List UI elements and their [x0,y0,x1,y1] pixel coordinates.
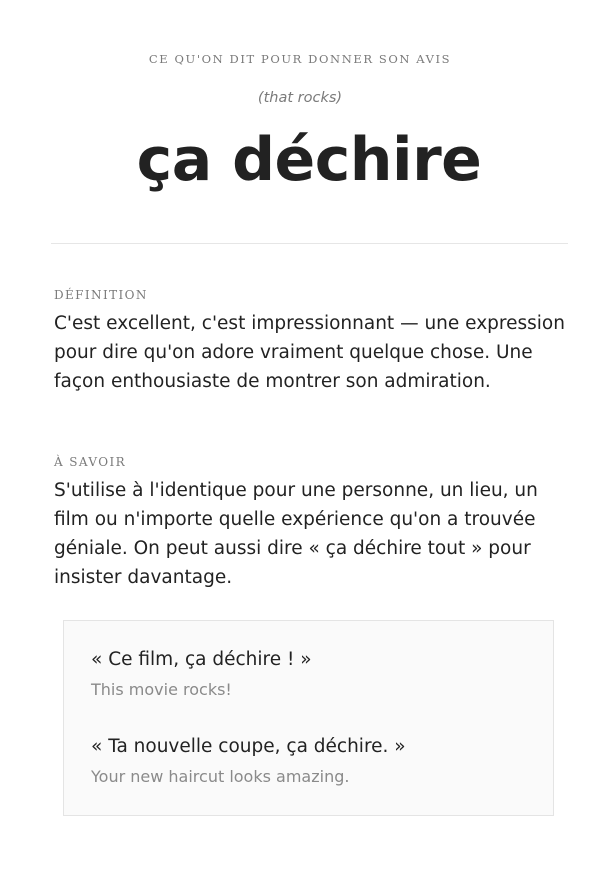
category-kicker: CE QU'ON DIT POUR DONNER SON AVIS [148,52,452,66]
example-french: « Ta nouvelle coupe, ça déchire. » [91,736,406,757]
definition-label: DÉFINITION [54,288,148,302]
translation: (that rocks) [257,90,343,106]
examples-box [63,620,554,816]
example-french: « Ce film, ça déchire ! » [91,649,312,670]
example-english: This movie rocks! [91,680,232,699]
headword: ça déchire [136,125,482,195]
note-label: À SAVOIR [54,455,127,469]
definition-text: C'est excellent, c'est impressionnant — une expression pour dire qu'on adore vraiment quelque chose. Une façon enthousiaste de montrer son admiration. [54,313,565,392]
example-english: Your new haircut looks amazing. [91,767,350,786]
note-text: S'utilise à l'identique pour une personne, un lieu, un film ou n'importe quelle expérience qu'on a trouvée géniale. On peut aussi dire « ça déchire tout » pour insister davantage. [54,480,538,588]
divider [51,243,568,244]
